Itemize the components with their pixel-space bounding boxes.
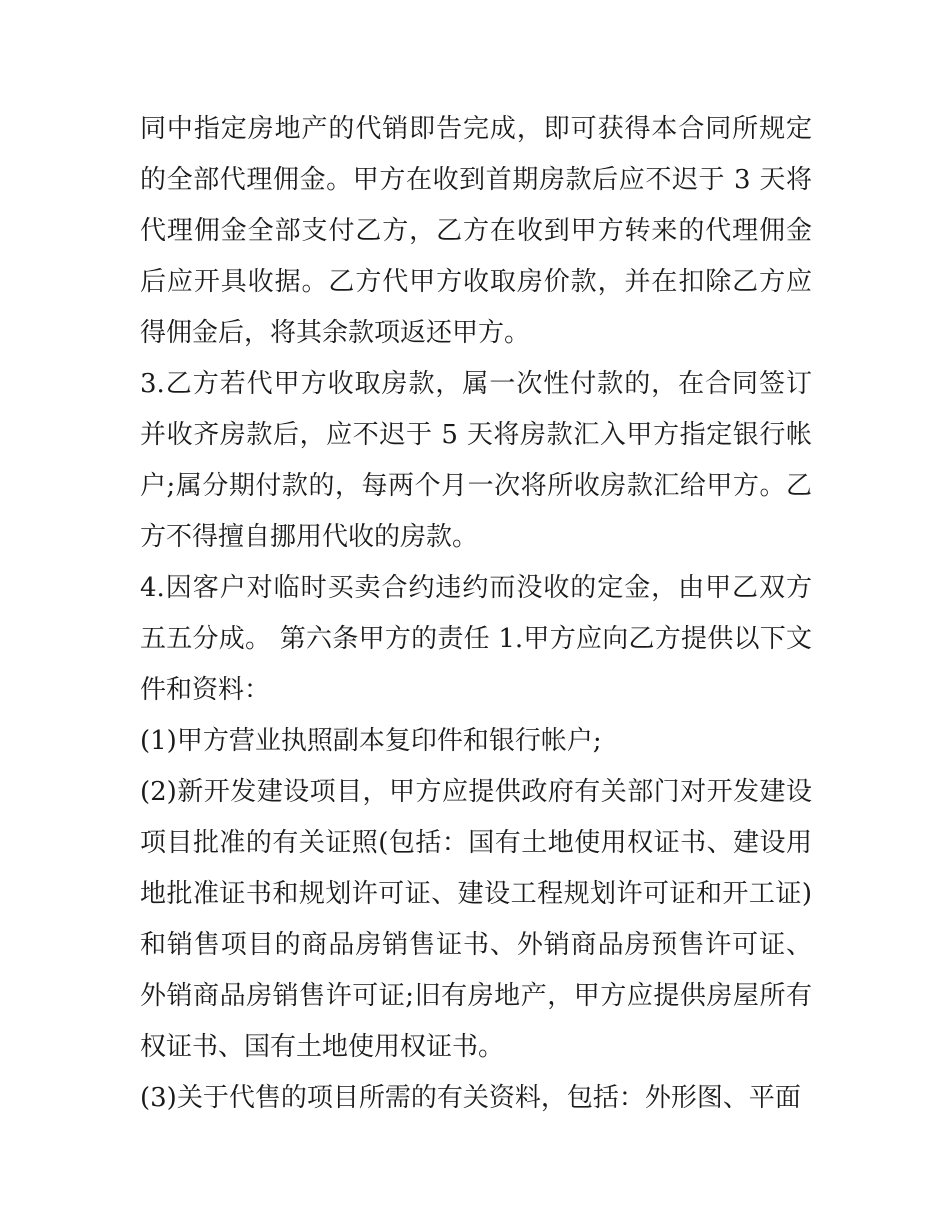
paragraph-item-1: (1)甲方营业执照副本复印件和银行帐户;	[140, 726, 602, 756]
paragraph-clause-4: 4.因客户对临时买卖合约违约而没收的定金，由甲乙双方五五分成。 第六条甲方的责任 1.甲方应向乙方提供以下文件和资料：	[140, 573, 812, 705]
document-body	[140, 104, 812, 1124]
paragraph-item-2: (2)新开发建设项目，甲方应提供政府有关部门对开发建设项目批准的有关证照(包括：国有土地使用权证书、建设用地批准证书和规划许可证、建设工程规划许可证和开工证)和销售项目的商品房销售证书、外销商品房预售许可证、外销商品房销售许可证;旧有房地产，甲方应提供房屋所有权证书、国有土地使用权证书。	[140, 777, 812, 1062]
paragraph-item-3: (3)关于代售的项目所需的有关资料，包括：外形图、平面	[140, 1083, 801, 1113]
paragraph-clause-3: 3.乙方若代甲方收取房款，属一次性付款的，在合同签订并收齐房款后，应不迟于 5 天将房款汇入甲方指定银行帐户;属分期付款的，每两个月一次将所收房款汇给甲方。乙方不得擅自挪用代收的房款。	[140, 369, 812, 552]
paragraph-commission-payment: 同中指定房地产的代销即告完成，即可获得本合同所规定的全部代理佣金。甲方在收到首期房款后应不迟于 3 天将代理佣金全部支付乙方，乙方在收到甲方转来的代理佣金后应开具收据。乙方代甲方收取房价款，并在扣除乙方应得佣金后，将其余款项返还甲方。	[140, 114, 812, 348]
